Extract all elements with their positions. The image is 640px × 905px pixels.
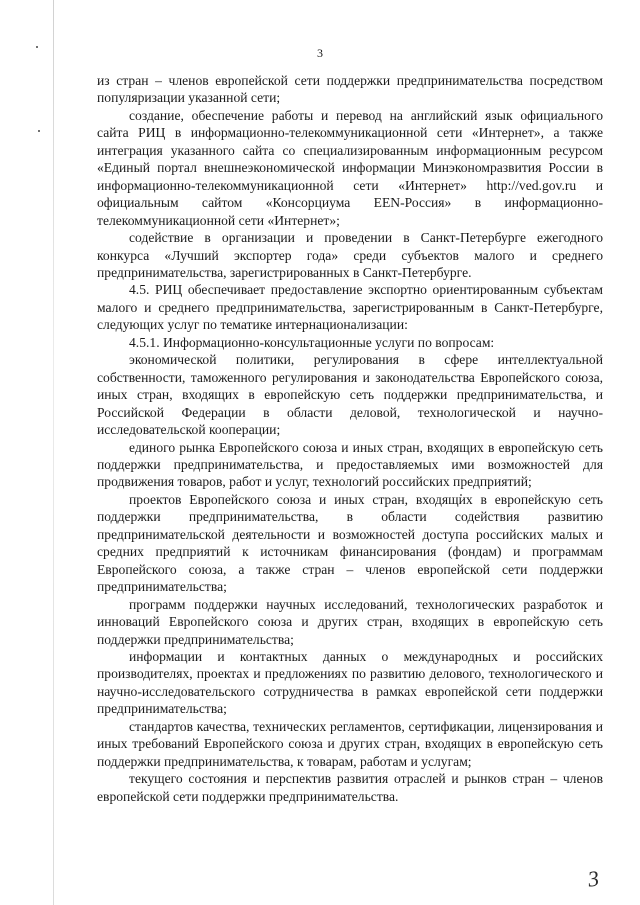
handwritten-page-mark: 3	[586, 865, 601, 892]
binding-line	[53, 0, 54, 905]
paragraph-7: единого рынка Европейского союза и иных стран, входящих в европейскую сеть поддержки предпринимательства, и предоставляемых ими возможностей для продвижения товаров, работ и услуг, технологий российских предприятий;	[97, 439, 603, 490]
paragraph-1: из стран – членов европейской сети поддержки предпринимательства посредством популяризации указанной сети;	[97, 73, 603, 106]
paragraph-2: создание, обеспечение работы и перевод на английский язык официального сайта РИЦ в информационно-телекоммуникационной сети «Интернет», а также интеграция указанного сайта со специализированным информационным ресурсом «Единый портал внешнеэкономической информации Минэкономразвития России в информационно-телекоммуникационной сети «Интернет» http://ved.gov.ru и официальным сайтом «Консорциума EEN-Россия» в информационно-телекоммуникационной сети «Интернет»;	[97, 107, 603, 228]
paragraph-3: содействие в организации и проведении в Санкт-Петербурге ежегодного конкурса «Лучший экспортер года» среди субъектов малого и среднего предпринимательства, зарегистрированных в Санкт-Петербурге.	[97, 230, 603, 280]
paragraph-4: 4.5. РИЦ обеспечивает предоставление экспортно ориентированным субъектам малого и среднего предпринимательства, зарегистрированным в Санкт-Петербурге, следующих услуг по тематике интернационализации:	[97, 282, 603, 333]
paragraph-8: проектов Европейского союза и иных стран, входящих в европейскую сеть поддержки предпринимательства, в области содействия развитию предпринимательской деятельности и возможностей доступа российских малых и средних предприятий к источникам финансирования (фондам) и программам Европейского союза, а также стран – членов европейской сети поддержки предпринимательства;	[97, 491, 603, 595]
paragraph-9: программ поддержки научных исследований, технологических разработок и инноваций Европейского союза и других стран, входящих в европейскую сеть поддержки предпринимательства;	[97, 596, 603, 647]
paragraph-10: информации и контактных данных о международных и российских производителях, проектах и предложениях по развитию делового, технологического и научно-исследовательского сотрудничества в рамках европейской сети поддержки предпринимательства;	[97, 648, 603, 717]
paragraph-11: стандартов качества, технических регламентов, сертификации, лицензирования и иных требований Европейского союза и других стран, входящих в европейскую сеть поддержки предпринимательства, к товарам, работам и услугам;	[97, 718, 603, 769]
paragraph-5: 4.5.1. Информационно-консультационные услуги по вопросам:	[129, 334, 495, 350]
paragraph-12: текущего состояния и перспектив развития отраслей и рынков стран – членов европейской сети поддержки предпринимательства.	[97, 771, 603, 804]
paragraph-6: экономической политики, регулирования в сфере интеллектуальной собственности, таможенного регулирования и законодательства Европейского союза, иных стран, входящих в европейскую сеть поддержки предпринимательства, и Российской Федерации в области деловой, технологической и научно-исследовательской кооперации;	[97, 352, 603, 438]
binding-dot	[38, 130, 40, 132]
body-text	[97, 72, 603, 805]
page-number: 3	[317, 46, 323, 60]
